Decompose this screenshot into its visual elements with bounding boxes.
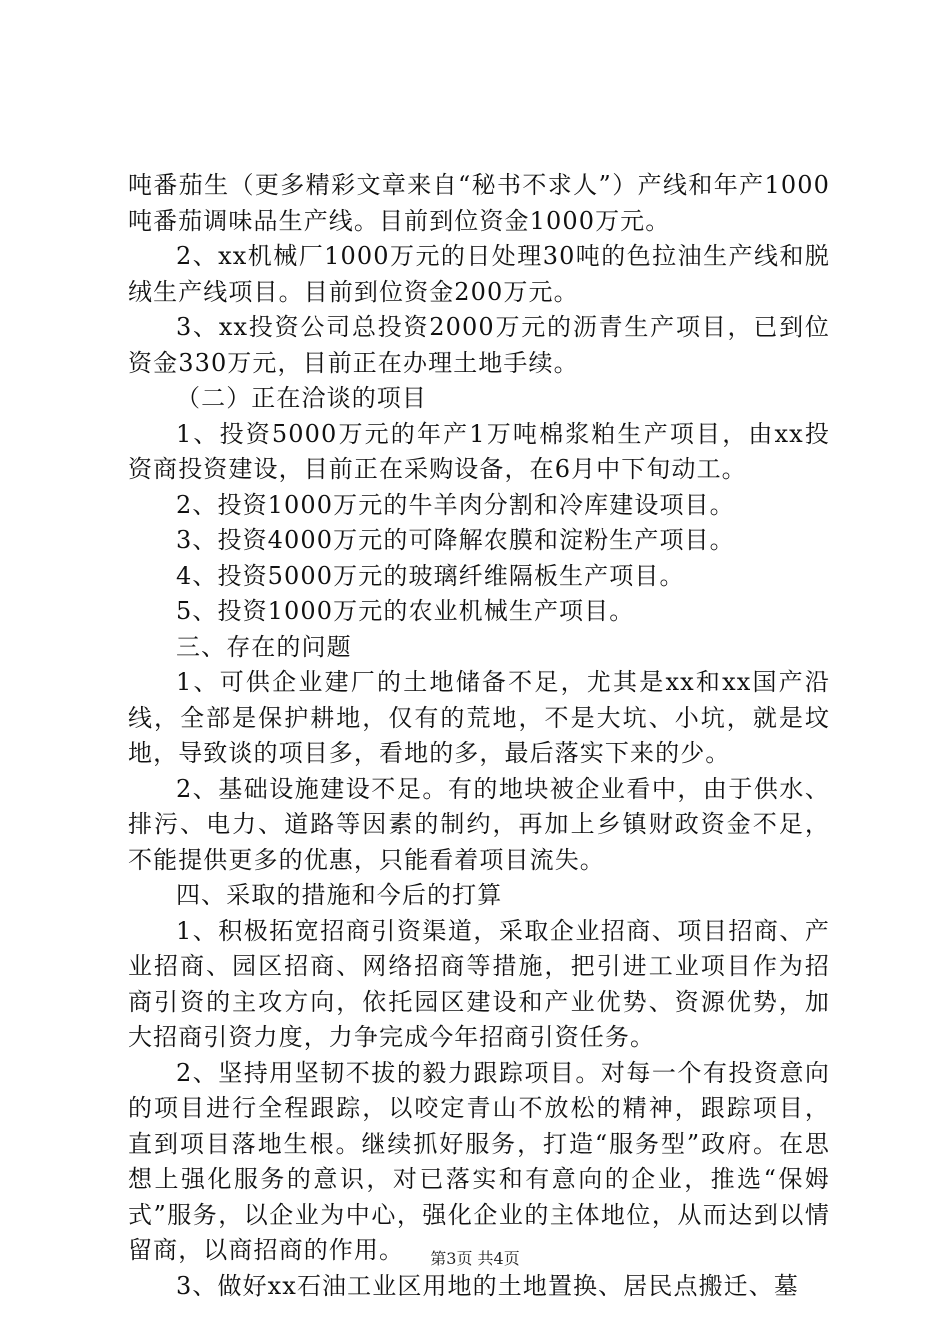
paragraph: 1、投资5000万元的年产1万吨棉浆粕生产项目，由xx投资商投资建设，目前正在采购设备，在6月中下旬动工。	[128, 419, 830, 483]
section-heading: （二）正在洽谈的项目	[176, 384, 427, 412]
paragraph: 2、坚持用坚韧不拔的毅力跟踪项目。对每一个有投资意向的项目进行全程跟踪，以咬定青山不放松的精神，跟踪项目，直到项目落地生根。继续抓好服务，打造“服务型”政府。在思想上强化服务的意识，对已落实和有意向的企业，推选“保姆式”服务，以企业为中心，强化企业的主体地位，从而达到以情留商，以商招商的作用。	[128, 1058, 830, 1264]
section-heading: 四、采取的措施和今后的打算	[176, 881, 503, 909]
paragraph: 5、投资1000万元的农业机械生产项目。	[176, 597, 635, 625]
paragraph: 1、可供企业建厂的土地储备不足，尤其是xx和xx国产沿线，全部是保护耕地，仅有的荒地，不是大坑、小坑，就是坟地，导致谈的项目多，看地的多，最后落实下来的少。	[128, 668, 830, 767]
paragraph: 2、xx机械厂1000万元的日处理30吨的色拉油生产线和脱绒生产线项目。目前到位资金200万元。	[128, 242, 830, 306]
paragraph: 2、基础设施建设不足。有的地块被企业看中，由于供水、排污、电力、道路等因素的制约，再加上乡镇财政资金不足，不能提供更多的优惠，只能看着项目流失。	[128, 774, 830, 874]
section-heading: 三、存在的问题	[176, 632, 352, 661]
paragraph: 4、投资5000万元的玻璃纤维隔板生产项目。	[176, 561, 685, 590]
paragraph: 2、投资1000万元的牛羊肉分割和冷库建设项目。	[176, 490, 735, 519]
page-footer: 第3页 共4页	[430, 1249, 520, 1268]
paragraph: 3、xx投资公司总投资2000万元的沥青生产项目，已到位资金330万元，目前正在办理土地手续。	[128, 313, 830, 377]
paragraph: 3、做好xx石油工业区用地的土地置换、居民点搬迁、墓	[176, 1271, 799, 1300]
document-body	[128, 168, 830, 1304]
paragraph: 1、积极拓宽招商引资渠道，采取企业招商、项目招商、产业招商、园区招商、网络招商等措施，把引进工业项目作为招商引资的主攻方向，依托园区建设和产业优势、资源优势，加大招商引资力度，力争完成今年招商引资任务。	[128, 916, 830, 1051]
paragraph: 吨番茄生（更多精彩文章来自“秘书不求人”）产线和年产1000吨番茄调味品生产线。目前到位资金1000万元。	[128, 171, 830, 235]
paragraph: 3、投资4000万元的可降解农膜和淀粉生产项目。	[176, 526, 735, 554]
